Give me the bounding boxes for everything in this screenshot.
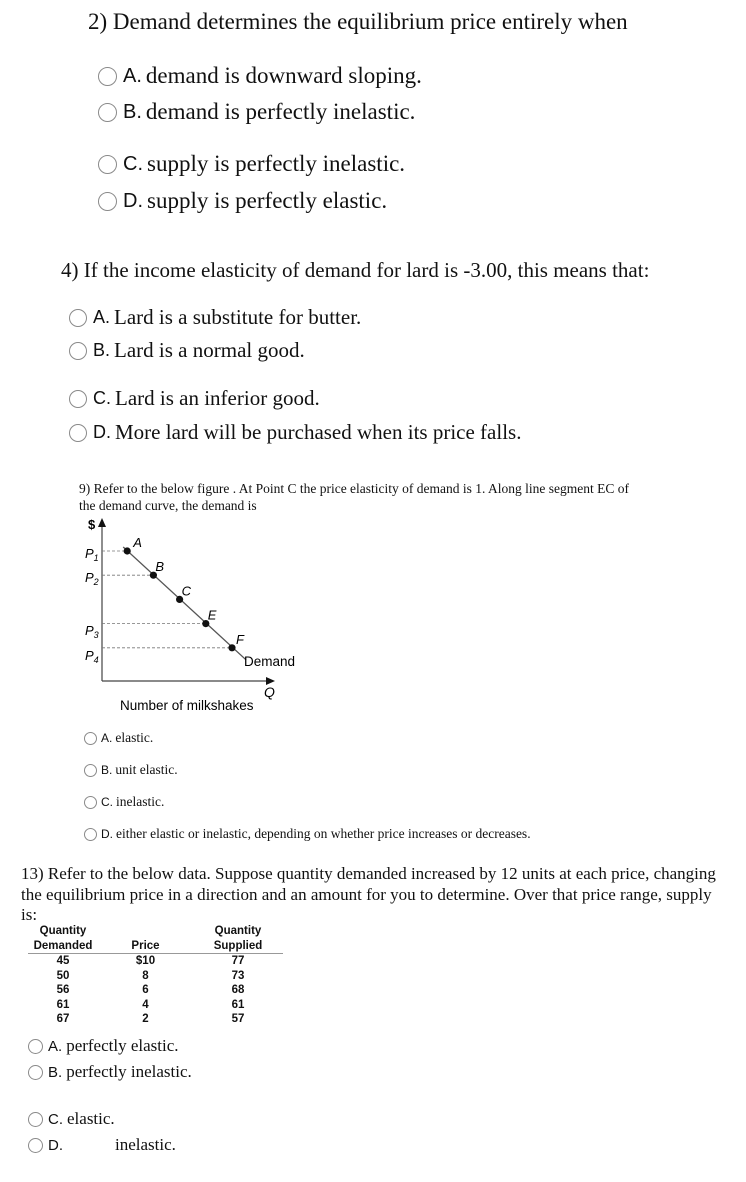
radio-button[interactable] bbox=[84, 732, 97, 745]
q13-option-d[interactable] bbox=[28, 1135, 176, 1155]
q9-option-a[interactable] bbox=[84, 730, 153, 746]
table-header-row bbox=[28, 924, 283, 954]
table-cell: 2 bbox=[142, 1013, 149, 1025]
curve-label: Demand bbox=[244, 654, 296, 669]
option-letter: B. bbox=[93, 340, 111, 360]
q13-option-c[interactable] bbox=[28, 1109, 115, 1129]
option-text: perfectly inelastic. bbox=[66, 1062, 192, 1081]
table-cell: $10 bbox=[135, 955, 156, 967]
option-letter: B. bbox=[48, 1063, 63, 1081]
point-label-b: B bbox=[155, 559, 165, 575]
option-letter: A. bbox=[93, 307, 111, 327]
point-label-a: A bbox=[133, 535, 142, 550]
x-axis-label: Number of milkshakes bbox=[120, 698, 254, 713]
table-row bbox=[28, 998, 283, 1013]
q9-option-c[interactable] bbox=[84, 794, 164, 810]
option-text: elastic. bbox=[67, 1109, 115, 1128]
option-letter: C. bbox=[123, 152, 143, 175]
q13-option-a[interactable] bbox=[28, 1036, 179, 1056]
price-label-p4: $P_4$ bbox=[85, 648, 99, 665]
option-text: supply is perfectly inelastic. bbox=[147, 151, 406, 176]
option-text: Lard is an inferior good. bbox=[115, 386, 320, 410]
point-a bbox=[124, 547, 131, 554]
column-header-line1: Quantity bbox=[214, 925, 262, 937]
table-cell: 8 bbox=[142, 969, 149, 982]
column-header-line2: Price bbox=[131, 939, 160, 952]
price-label-p3: $P_3$ bbox=[85, 623, 99, 640]
table-cell: 6 bbox=[142, 984, 149, 996]
option-text: Lard is a substitute for butter. bbox=[114, 305, 362, 329]
table-cell: 45 bbox=[56, 955, 70, 967]
table-cell: 61 bbox=[231, 998, 245, 1011]
table-cell: 68 bbox=[231, 984, 245, 996]
table-cell: 4 bbox=[142, 998, 149, 1011]
column-header bbox=[28, 924, 98, 954]
column-header bbox=[98, 924, 193, 954]
column-header-line1: Quantity bbox=[39, 925, 87, 937]
q4-question: 4) If the income elasticity of demand for lard is -3.00, this means that: bbox=[61, 258, 650, 282]
option-text: unit elastic. bbox=[115, 762, 178, 777]
option-letter: C. bbox=[48, 1110, 63, 1128]
option-text: Lard is a normal good. bbox=[114, 338, 305, 362]
price-label-p2: $P_2$ bbox=[85, 570, 99, 587]
table-cell: 77 bbox=[231, 955, 245, 967]
table-cell: 57 bbox=[231, 1013, 245, 1025]
table-cell: 56 bbox=[56, 984, 70, 996]
option-text: inelastic. bbox=[115, 1135, 176, 1154]
column-header bbox=[193, 924, 283, 954]
table-cell: 73 bbox=[231, 969, 245, 982]
option-text: either elastic or inelastic, depending on whether price increases or decreases. bbox=[116, 826, 531, 841]
radio-button[interactable] bbox=[84, 796, 97, 809]
table-cell: 61 bbox=[56, 998, 70, 1011]
option-letter: A. bbox=[123, 64, 142, 87]
point-f bbox=[228, 644, 235, 651]
table-cell: 50 bbox=[56, 969, 70, 982]
y-axis-arrow bbox=[98, 518, 106, 527]
option-letter: B. bbox=[123, 100, 142, 123]
table-cell: 67 bbox=[56, 1013, 70, 1025]
table-row bbox=[28, 954, 283, 969]
q9-question-line1: 9) Refer to the below figure . At Point C the price elasticity of demand is 1. Along line segment EC of bbox=[79, 481, 630, 496]
table-row bbox=[28, 1012, 283, 1027]
demand-curve-line bbox=[123, 547, 246, 660]
q13-question-line3: is: bbox=[21, 905, 38, 924]
option-letter: D. bbox=[93, 422, 111, 442]
q2-question: 2) Demand determines the equilibrium price entirely when bbox=[88, 9, 628, 34]
q9-question-line2: the demand curve, the demand is bbox=[79, 498, 257, 513]
option-text: demand is perfectly inelastic. bbox=[145, 99, 416, 124]
point-label-c: C bbox=[181, 583, 191, 599]
q13-question-line2: the equilibrium price in a direction and an amount for you to determine. Over that price range, supply bbox=[21, 885, 712, 904]
option-letter: C. bbox=[101, 795, 113, 809]
point-label-f: F bbox=[236, 631, 244, 647]
x-axis-end-label: Q bbox=[264, 684, 275, 700]
radio-button[interactable] bbox=[28, 1138, 43, 1153]
option-letter: D. bbox=[48, 1136, 63, 1154]
option-letter: B. bbox=[101, 763, 113, 777]
table-row bbox=[28, 983, 283, 998]
option-letter: A. bbox=[101, 731, 113, 745]
option-text: inelastic. bbox=[116, 794, 165, 809]
option-letter: D. bbox=[123, 189, 143, 212]
point-label-e: E bbox=[207, 607, 217, 623]
option-text: elastic. bbox=[115, 730, 154, 745]
option-text: supply is perfectly elastic. bbox=[147, 188, 388, 213]
option-letter: A. bbox=[48, 1037, 63, 1055]
radio-button[interactable] bbox=[28, 1112, 43, 1127]
option-text: More lard will be purchased when its price falls. bbox=[115, 420, 522, 444]
option-text: demand is downward sloping. bbox=[145, 63, 422, 88]
column-header-line2: Demanded bbox=[33, 939, 93, 952]
option-text: perfectly elastic. bbox=[66, 1036, 179, 1055]
radio-button[interactable] bbox=[84, 828, 97, 841]
table-row bbox=[28, 969, 283, 984]
supply-demand-table bbox=[28, 924, 283, 1027]
q9-option-d[interactable] bbox=[84, 826, 531, 842]
radio-button[interactable] bbox=[28, 1065, 43, 1080]
column-header-line2: Supplied bbox=[213, 939, 263, 952]
price-label-p1: $P_1$ bbox=[85, 546, 99, 563]
q9-option-b[interactable] bbox=[84, 762, 178, 778]
radio-button[interactable] bbox=[28, 1039, 43, 1054]
y-axis-label: $ bbox=[88, 517, 96, 532]
option-letter: C. bbox=[93, 388, 111, 408]
option-letter: D. bbox=[101, 827, 113, 841]
chart-marks bbox=[102, 535, 246, 660]
radio-button[interactable] bbox=[84, 764, 97, 777]
q13-question-line1: 13) Refer to the below data. Suppose quantity demanded increased by 12 units at each price, changing bbox=[21, 864, 716, 883]
q13-option-b[interactable] bbox=[28, 1062, 192, 1082]
